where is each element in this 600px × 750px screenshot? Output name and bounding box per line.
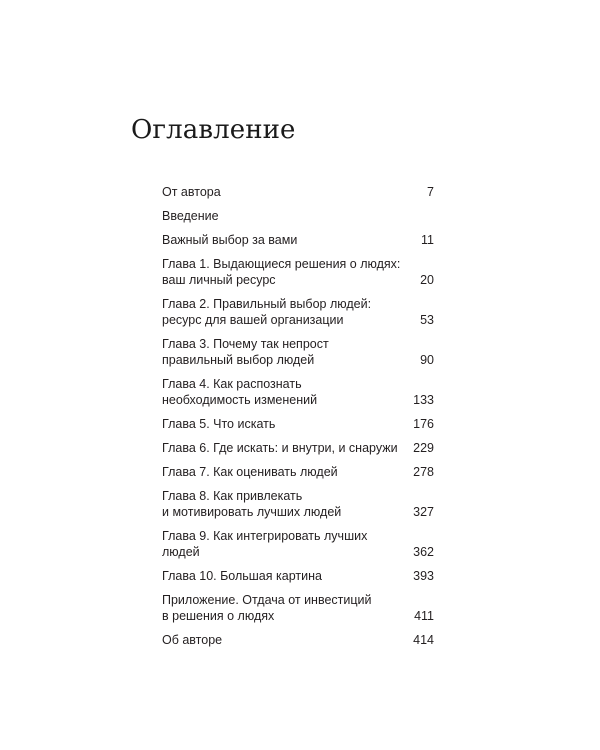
toc-item-title: Глава 5. Что искать bbox=[162, 417, 276, 431]
toc-item-page: 53 bbox=[420, 313, 434, 327]
toc-item bbox=[162, 568, 434, 584]
toc-item-page: 278 bbox=[413, 465, 434, 479]
toc-item-title: Глава 10. Большая картина bbox=[162, 569, 322, 583]
toc-item-page: 20 bbox=[420, 273, 434, 287]
toc-item-page: 90 bbox=[420, 353, 434, 367]
toc-item-title: Глава 7. Как оценивать людей bbox=[162, 465, 338, 479]
toc-item-page: 7 bbox=[427, 185, 434, 199]
toc-item-page: 414 bbox=[413, 633, 434, 647]
toc-item-title: Приложение. Отдача от инвестиций в решения о людях bbox=[162, 593, 372, 623]
toc-item-page: 176 bbox=[413, 417, 434, 431]
toc-item bbox=[162, 296, 434, 328]
toc-item-title: От автора bbox=[162, 185, 221, 199]
toc-item-page: 11 bbox=[421, 233, 434, 247]
toc-item-title: Глава 4. Как распознать необходимость изменений bbox=[162, 377, 318, 407]
toc-item bbox=[162, 232, 434, 248]
toc-item-page: 327 bbox=[413, 505, 434, 519]
toc-item-title: Введение bbox=[162, 209, 219, 223]
page-title: Оглавление bbox=[131, 115, 296, 145]
toc-item bbox=[162, 416, 434, 432]
toc-item bbox=[162, 464, 434, 480]
toc-item-page: 229 bbox=[413, 441, 434, 455]
toc-item bbox=[162, 440, 434, 456]
toc-item-title: Глава 8. Как привлекать и мотивировать лучших людей bbox=[162, 489, 342, 519]
toc-item-title: Глава 9. Как интегрировать лучших людей bbox=[162, 529, 368, 559]
toc-item-title: Об авторе bbox=[162, 633, 223, 647]
toc-item-title: Глава 6. Где искать: и внутри, и снаружи bbox=[162, 441, 398, 455]
toc-item bbox=[162, 488, 434, 520]
toc-item bbox=[162, 528, 434, 560]
toc-item-page: 411 bbox=[414, 609, 434, 623]
toc-item-page: 133 bbox=[413, 393, 434, 407]
toc-item-title: Глава 1. Выдающиеся решения о людях: ваш личный ресурс bbox=[162, 257, 401, 287]
toc-item bbox=[162, 184, 434, 200]
toc-item bbox=[162, 256, 434, 288]
toc-item bbox=[162, 592, 434, 624]
toc-item-title: Глава 3. Почему так непрост правильный выбор людей bbox=[162, 337, 329, 367]
toc-item-title: Важный выбор за вами bbox=[162, 233, 298, 247]
toc-item bbox=[162, 336, 434, 368]
toc-item-title: Глава 2. Правильный выбор людей: ресурс для вашей организации bbox=[162, 297, 372, 327]
toc-item bbox=[162, 208, 434, 224]
toc-item-page: 393 bbox=[413, 569, 434, 583]
toc-item-page: 362 bbox=[413, 545, 434, 559]
toc-item bbox=[162, 632, 434, 648]
toc-item bbox=[162, 376, 434, 408]
table-of-contents bbox=[162, 184, 434, 656]
